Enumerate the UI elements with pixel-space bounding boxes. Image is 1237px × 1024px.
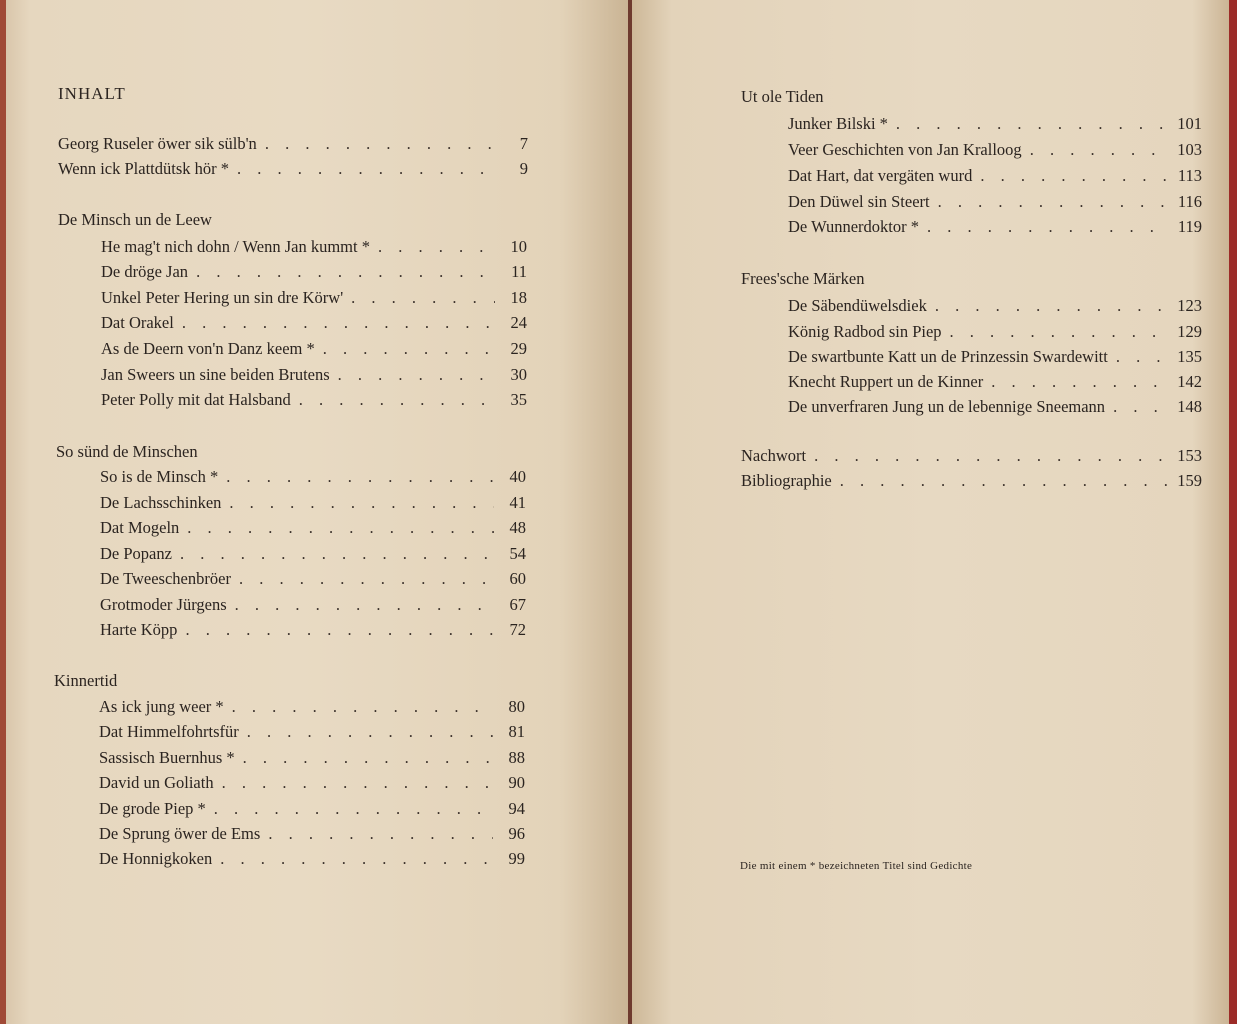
toc-entry-title: De unverfraren Jung un de lebennige Sneemann	[788, 397, 1106, 416]
toc-entry	[99, 722, 525, 746]
toc-entry-page: 96	[508, 824, 525, 843]
toc-entry	[100, 493, 526, 517]
leader-dots	[378, 237, 495, 257]
toc-entry-page: 80	[508, 697, 525, 716]
toc-entry	[100, 595, 526, 619]
footnote: Die mit einem * bezeichneten Titel sind Gedichte	[740, 860, 973, 872]
toc-entry-title: Grotmoder Jürgens	[100, 595, 227, 614]
toc-entry-title: As de Deern von'n Danz keem *	[101, 339, 315, 358]
toc-entry-title: De Sprung öwer de Ems	[99, 824, 261, 843]
toc-entry	[788, 166, 1202, 190]
toc-entry-page: 41	[509, 493, 526, 512]
leader-dots	[935, 296, 1169, 316]
toc-entry-title: Dat Hart, dat vergäten wurd	[788, 166, 973, 185]
toc-entry-title: Unkel Peter Hering un sin dre Körw'	[101, 288, 344, 307]
toc-entry-title: Jan Sweers un sine beiden Brutens	[101, 365, 330, 384]
toc-entry-page: 48	[509, 518, 526, 537]
toc-entry-title: Harte Köpp	[100, 620, 178, 639]
toc-entry-page: 54	[509, 544, 526, 563]
toc-entry-page: 35	[510, 390, 527, 409]
toc-entry-page: 88	[508, 748, 525, 767]
toc-entry-page: 60	[509, 569, 526, 588]
leader-dots	[196, 262, 495, 282]
toc-entry	[788, 140, 1202, 164]
leader-dots	[185, 620, 494, 640]
toc-entry-page: 153	[1177, 446, 1202, 465]
toc-entry-page: 113	[1177, 166, 1202, 185]
toc-entry	[788, 347, 1202, 371]
toc-entry	[99, 849, 525, 873]
toc-entry-title: De swartbunte Katt un de Prinzessin Swardewitt	[788, 347, 1108, 366]
toc-entry	[101, 237, 527, 261]
toc-entry	[99, 799, 525, 823]
toc-entry	[788, 296, 1202, 320]
leader-dots	[338, 365, 495, 385]
toc-entry	[788, 372, 1202, 396]
toc-entry-title: Sassisch Buernhus *	[99, 748, 235, 767]
toc-entry	[788, 192, 1202, 216]
toc-entry-title: Dat Mogeln	[100, 518, 180, 537]
book-cover-edge-right	[1229, 0, 1237, 1024]
toc-entry-page: 81	[508, 722, 525, 741]
toc-entry-title: Peter Polly mit dat Halsband	[101, 390, 291, 409]
toc-entry-page: 116	[1177, 192, 1202, 211]
leader-dots	[814, 446, 1169, 466]
leader-dots	[247, 722, 493, 742]
toc-entry	[99, 773, 525, 797]
toc-entry-title: So is de Minsch *	[100, 467, 219, 486]
toc-entry-page: 7	[519, 134, 528, 153]
toc-entry	[788, 217, 1202, 241]
leader-dots	[229, 493, 494, 513]
toc-entry-title: De Lachsschinken	[100, 493, 222, 512]
section-title: De Minsch un de Leew	[58, 210, 212, 229]
leader-dots	[237, 159, 496, 179]
toc-entry-page: 99	[508, 849, 525, 868]
toc-entry-title: De Honnigkoken	[99, 849, 213, 868]
leader-dots	[180, 544, 494, 564]
toc-entry	[788, 114, 1202, 138]
toc-entry	[58, 159, 528, 183]
toc-entry-title: Den Düwel sin Steert	[788, 192, 930, 211]
leader-dots	[235, 595, 494, 615]
toc-entry-page: 30	[510, 365, 527, 384]
toc-entry-title: König Radbod sin Piep	[788, 322, 942, 341]
toc-entry	[101, 288, 527, 312]
toc-entry-title: Wenn ick Plattdütsk hör *	[58, 159, 229, 178]
leader-dots	[265, 134, 496, 154]
toc-entry-title: De dröge Jan	[101, 262, 189, 281]
leader-dots	[222, 773, 493, 793]
section-title: Ut ole Tiden	[741, 87, 824, 106]
section-title: Kinnertid	[54, 671, 118, 690]
toc-entry-title: David un Goliath	[99, 773, 214, 792]
leader-dots	[243, 748, 493, 768]
leader-dots	[232, 697, 493, 717]
toc-entry-page: 11	[511, 262, 527, 281]
leader-dots	[980, 166, 1170, 186]
contents-heading: INHALT	[58, 84, 126, 103]
toc-entry	[100, 620, 526, 644]
toc-entry	[101, 339, 527, 363]
section-title: So sünd de Minschen	[56, 442, 198, 461]
toc-entry-page: 123	[1177, 296, 1202, 315]
toc-entry-page: 10	[510, 237, 527, 256]
toc-entry-page: 72	[509, 620, 526, 639]
leader-dots	[323, 339, 495, 359]
leader-dots	[840, 471, 1170, 491]
section-title: Frees'sche Märken	[741, 269, 865, 288]
toc-entry	[100, 544, 526, 568]
toc-entry-title: Nachwort	[741, 446, 807, 465]
toc-entry	[99, 748, 525, 772]
leader-dots	[351, 288, 495, 308]
toc-entry-bibliography	[741, 471, 1202, 495]
leader-dots	[239, 569, 494, 589]
toc-entry	[58, 134, 528, 158]
toc-entry-title: Knecht Ruppert un de Kinner	[788, 372, 984, 391]
toc-entry-page: 142	[1177, 372, 1202, 391]
toc-entry	[788, 397, 1202, 421]
leader-dots	[214, 799, 493, 819]
toc-entry-page: 90	[508, 773, 525, 792]
toc-entry-title: Veer Geschichten von Jan Kralloog	[788, 140, 1022, 159]
leader-dots	[1030, 140, 1170, 160]
toc-entry	[101, 262, 527, 286]
toc-entry-page: 18	[510, 288, 527, 307]
toc-entry-page: 159	[1177, 471, 1202, 490]
toc-entry-page: 67	[509, 595, 526, 614]
toc-entry-title: De Popanz	[100, 544, 172, 563]
toc-entry-title: De Tweeschenbröer	[100, 569, 231, 588]
toc-entry-title: Dat Himmelfohrtsfür	[99, 722, 239, 741]
leader-dots	[991, 372, 1169, 392]
leader-dots	[187, 518, 494, 538]
toc-entry-page: 129	[1177, 322, 1202, 341]
toc-entry	[100, 569, 526, 593]
toc-entry-page: 119	[1177, 217, 1202, 236]
toc-entry-title: As ick jung weer *	[99, 697, 224, 716]
toc-entry	[101, 313, 527, 337]
book-cover-edge-left	[0, 0, 6, 1024]
toc-entry-page: 101	[1177, 114, 1202, 133]
leader-dots	[226, 467, 494, 487]
leader-dots	[268, 824, 493, 844]
toc-entry-page: 94	[508, 799, 525, 818]
leader-dots	[220, 849, 493, 869]
toc-entry	[101, 365, 527, 389]
toc-entry	[100, 467, 526, 491]
toc-entry-title: He mag't nich dohn / Wenn Jan kummt *	[101, 237, 370, 256]
toc-entry	[99, 697, 525, 721]
toc-entry-page: 9	[519, 159, 528, 178]
toc-entry-title: De grode Piep *	[99, 799, 206, 818]
toc-entry-page: 135	[1177, 347, 1202, 366]
leader-dots	[1116, 347, 1169, 367]
leader-dots	[1113, 397, 1169, 417]
leader-dots	[950, 322, 1170, 342]
toc-entry-page: 40	[509, 467, 526, 486]
leader-dots	[938, 192, 1170, 212]
toc-entry-page: 103	[1177, 140, 1202, 159]
toc-entry	[100, 518, 526, 542]
toc-entry-afterword	[741, 446, 1202, 470]
leader-dots	[299, 390, 495, 410]
toc-entry-page: 148	[1177, 397, 1202, 416]
leader-dots	[896, 114, 1169, 134]
toc-entry-title: Georg Ruseler öwer sik sülb'n	[58, 134, 257, 153]
toc-entry-title: De Säbendüwelsdiek	[788, 296, 927, 315]
toc-entry	[788, 322, 1202, 346]
toc-entry	[101, 390, 527, 414]
leader-dots	[182, 313, 495, 333]
leader-dots	[927, 217, 1170, 237]
toc-entry-page: 29	[510, 339, 527, 358]
toc-entry-title: Junker Bilski *	[788, 114, 888, 133]
toc-entry-page: 24	[510, 313, 527, 332]
toc-entry-title: Bibliographie	[741, 471, 832, 490]
toc-entry	[99, 824, 525, 848]
toc-entry-title: Dat Orakel	[101, 313, 174, 332]
toc-entry-title: De Wunnerdoktor *	[788, 217, 920, 236]
